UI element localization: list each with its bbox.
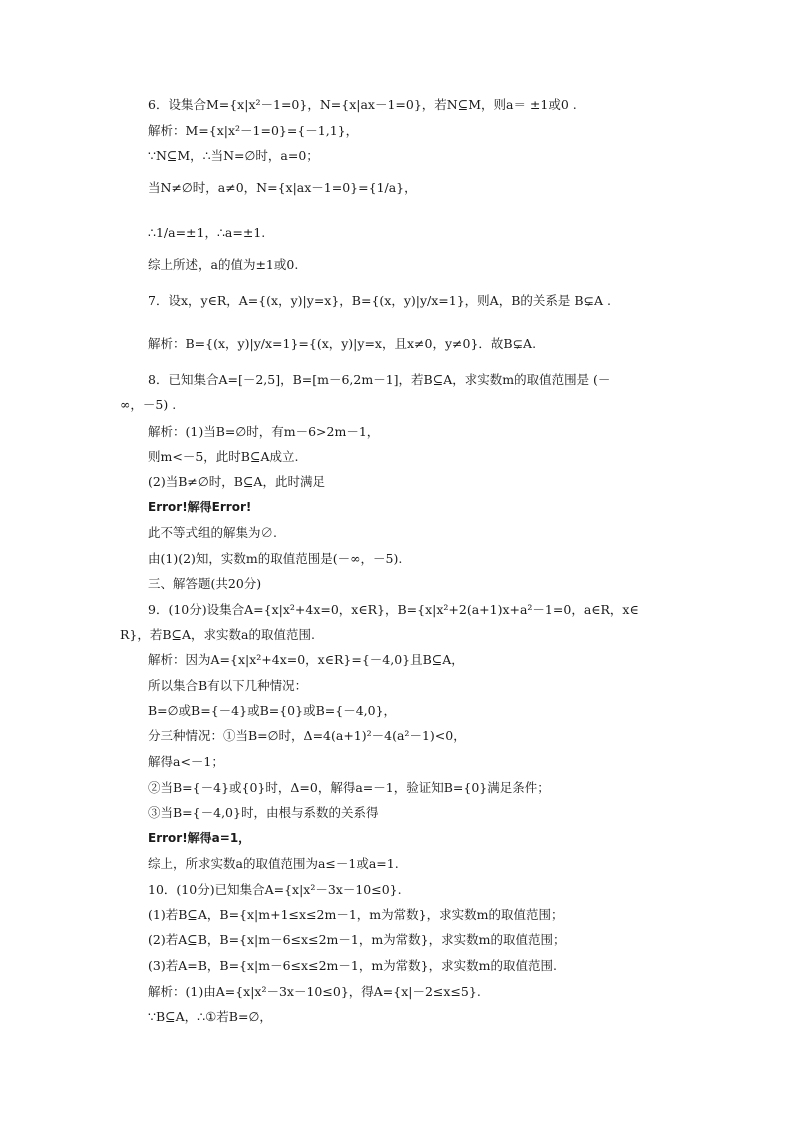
q6-solution-line: 当N≠∅时，a≠0，N={x|ax－1=0}={1/a}， bbox=[148, 180, 417, 195]
q6-solution-line: ∴1/a=±1，∴a=±1. bbox=[148, 225, 266, 240]
q10-solution-line: 解析：(1)由A={x|x²－3x－10≤0}，得A={x|－2≤x≤5}. bbox=[148, 984, 481, 999]
q8-solution-line: 则m<－5，此时B⊆A成立. bbox=[148, 449, 299, 464]
section-heading: 三、解答题(共20分) bbox=[148, 576, 262, 591]
q7-solution: 解析：B={(x，y)|y/x=1}={(x，y)|y=x，且x≠0，y≠0}．故B⊊A. bbox=[148, 336, 537, 351]
q9-solution-line: 分三种情况：①当B=∅时，Δ=4(a+1)²－4(a²－1)<0， bbox=[148, 728, 466, 743]
q8-prompt: 8．已知集合A=[－2,5]，B=[m－6,2m－1]，若B⊆A，求实数m的取值范围是 (－ bbox=[148, 372, 611, 387]
q10-part-1: (1)若B⊆A，B={x|m+1≤x≤2m－1，m为常数}，求实数m的取值范围； bbox=[148, 907, 564, 922]
q8-prompt-continued: ∞，－5) . bbox=[120, 397, 177, 412]
q9-solution-line: ②当B={－4}或{0}时，Δ=0，解得a=－1，验证知B={0}满足条件； bbox=[148, 780, 550, 795]
q9-solution-line: 解析：因为A={x|x²+4x=0，x∈R}={－4,0}且B⊆A， bbox=[148, 652, 464, 667]
q6-conclusion: 综上所述，a的值为±1或0. bbox=[148, 257, 299, 272]
q8-solution-line: (2)当B≠∅时，B⊆A，此时满足 bbox=[148, 474, 325, 489]
q9-prompt-continued: R}，若B⊆A，求实数a的取值范围. bbox=[120, 627, 315, 642]
q8-conclusion: 由(1)(2)知，实数m的取值范围是(－∞，－5). bbox=[148, 551, 403, 566]
q8-error-line: Error!解得Error! bbox=[148, 500, 252, 514]
q9-solution-line: 所以集合B有以下几种情况： bbox=[148, 678, 308, 693]
q10-part-3: (3)若A=B，B={x|m－6≤x≤2m－1，m为常数}，求实数m的取值范围. bbox=[148, 958, 557, 973]
q9-error-line: Error!解得a=1， bbox=[148, 831, 251, 845]
q8-solution-line: 此不等式组的解集为∅. bbox=[148, 525, 277, 540]
q6-solution-line: 解析：M={x|x²－1=0}={－1,1}， bbox=[148, 123, 359, 138]
q9-conclusion: 综上，所求实数a的取值范围为a≤－1或a=1. bbox=[148, 856, 399, 871]
q7-prompt: 7．设x，y∈R，A={(x，y)|y=x}，B={(x，y)|y/x=1}，则A，B的关系是 B⊊A . bbox=[148, 293, 612, 308]
q9-solution-line: ③当B={－4,0}时，由根与系数的关系得 bbox=[148, 805, 379, 820]
q10-prompt: 10．(10分)已知集合A={x|x²－3x－10≤0}. bbox=[148, 882, 402, 897]
q8-solution-line: 解析：(1)当B=∅时，有m－6>2m－1， bbox=[148, 424, 380, 439]
q9-prompt: 9．(10分)设集合A={x|x²+4x=0，x∈R}，B={x|x²+2(a+1)x+a²－1=0，a∈R，x∈ bbox=[148, 602, 639, 617]
q10-part-2: (2)若A⊆B，B={x|m－6≤x≤2m－1，m为常数}，求实数m的取值范围； bbox=[148, 932, 566, 947]
q6-solution-line: ∵N⊆M，∴当N=∅时，a=0； bbox=[148, 148, 319, 163]
q6-prompt: 6．设集合M={x|x²－1=0}，N={x|ax－1=0}，若N⊆M，则a＝ ±1或0 . bbox=[148, 97, 577, 112]
q10-solution-line: ∵B⊆A，∴①若B=∅， bbox=[148, 1009, 272, 1024]
q9-solution-line: B=∅或B={－4}或B={0}或B={－4,0}， bbox=[148, 703, 397, 718]
q9-solution-line: 解得a<－1； bbox=[148, 754, 224, 769]
